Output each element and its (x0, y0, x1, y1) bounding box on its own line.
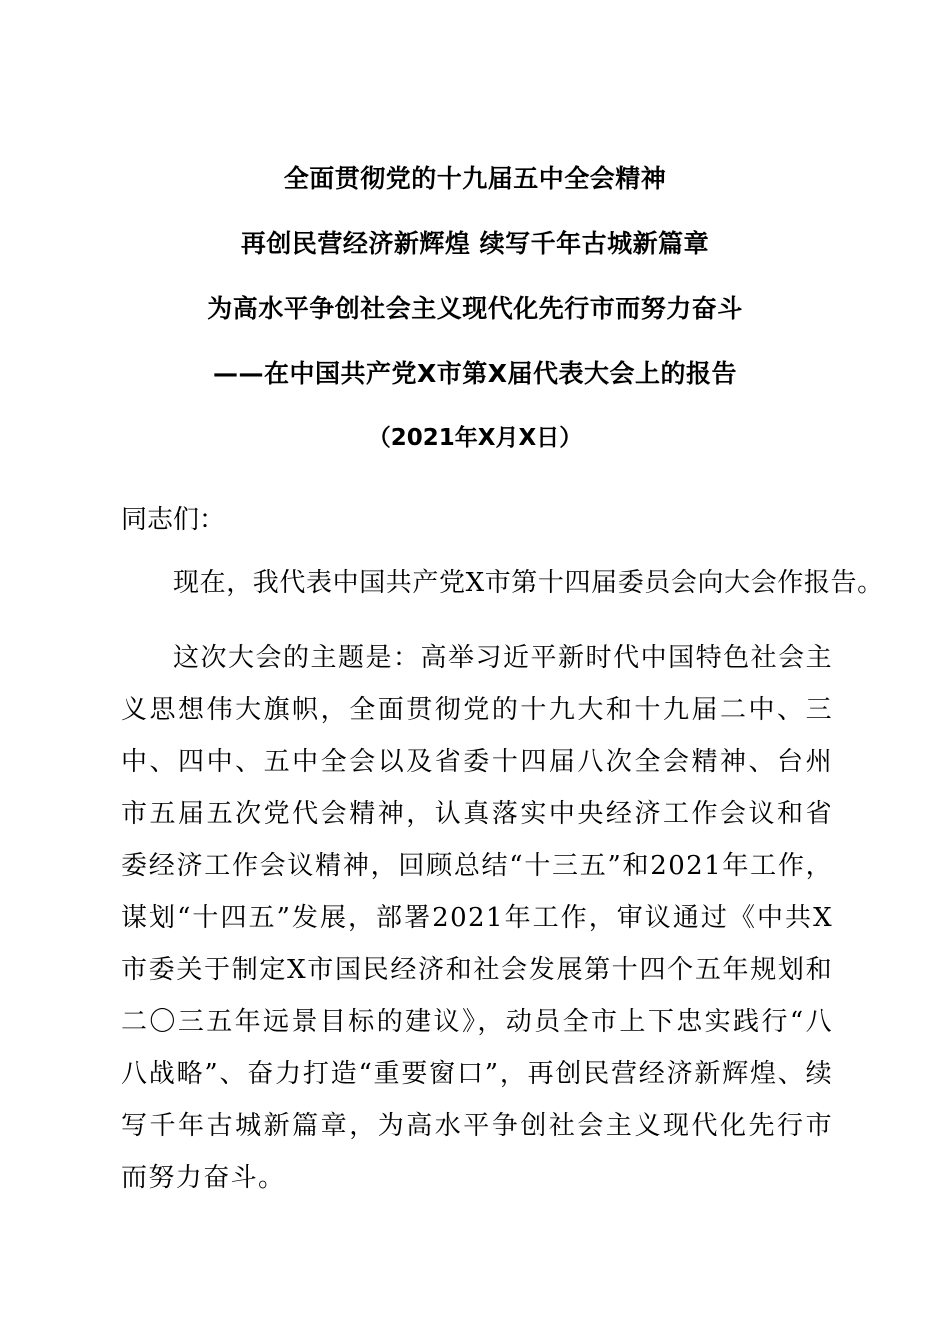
title-line-2: 再创民营经济新辉煌 续写千年古城新篇章 (240, 229, 710, 258)
paragraph-1: 现在，我代表中国共产党X市第十四届委员会向大会作报告。 (173, 568, 884, 598)
report-title-block (0, 166, 950, 451)
paragraph-2: 这次大会的主题是：高举习近平新时代中国特色社会主义思想伟大旗帜，全面贯彻党的十九大和十九届二中、三中、四中、五中全会以及省委十四届八次全会精神、台州市五届五次党代会精神，认真落实中央经济工作会议和省委经济工作会议精神，回顾总结“十三五”和2021年工作，谋划“十四五”发展，部署2021年工作，审议通过《中共X市委关于制定X市国民经济和社会发展第十四个五年规划和二〇三五年远景目标的建议》，动员全市上下忠实践行“八八战略”、奋力打造“重要窗口”，再创民营经济新辉煌、续写千年古城新篇章，为高水平争创社会主义现代化先行市而努力奋斗。 (121, 643, 833, 1193)
title-line-3: 为高水平争创社会主义现代化先行市而努力奋斗 (207, 294, 743, 323)
report-date: （2021年X月X日） (367, 425, 583, 451)
title-line-1: 全面贯彻党的十九届五中全会精神 (283, 164, 667, 193)
subtitle-line: ——在中国共产党X市第X届代表大会上的报告 (212, 359, 738, 388)
salutation: 同志们： (121, 505, 226, 535)
